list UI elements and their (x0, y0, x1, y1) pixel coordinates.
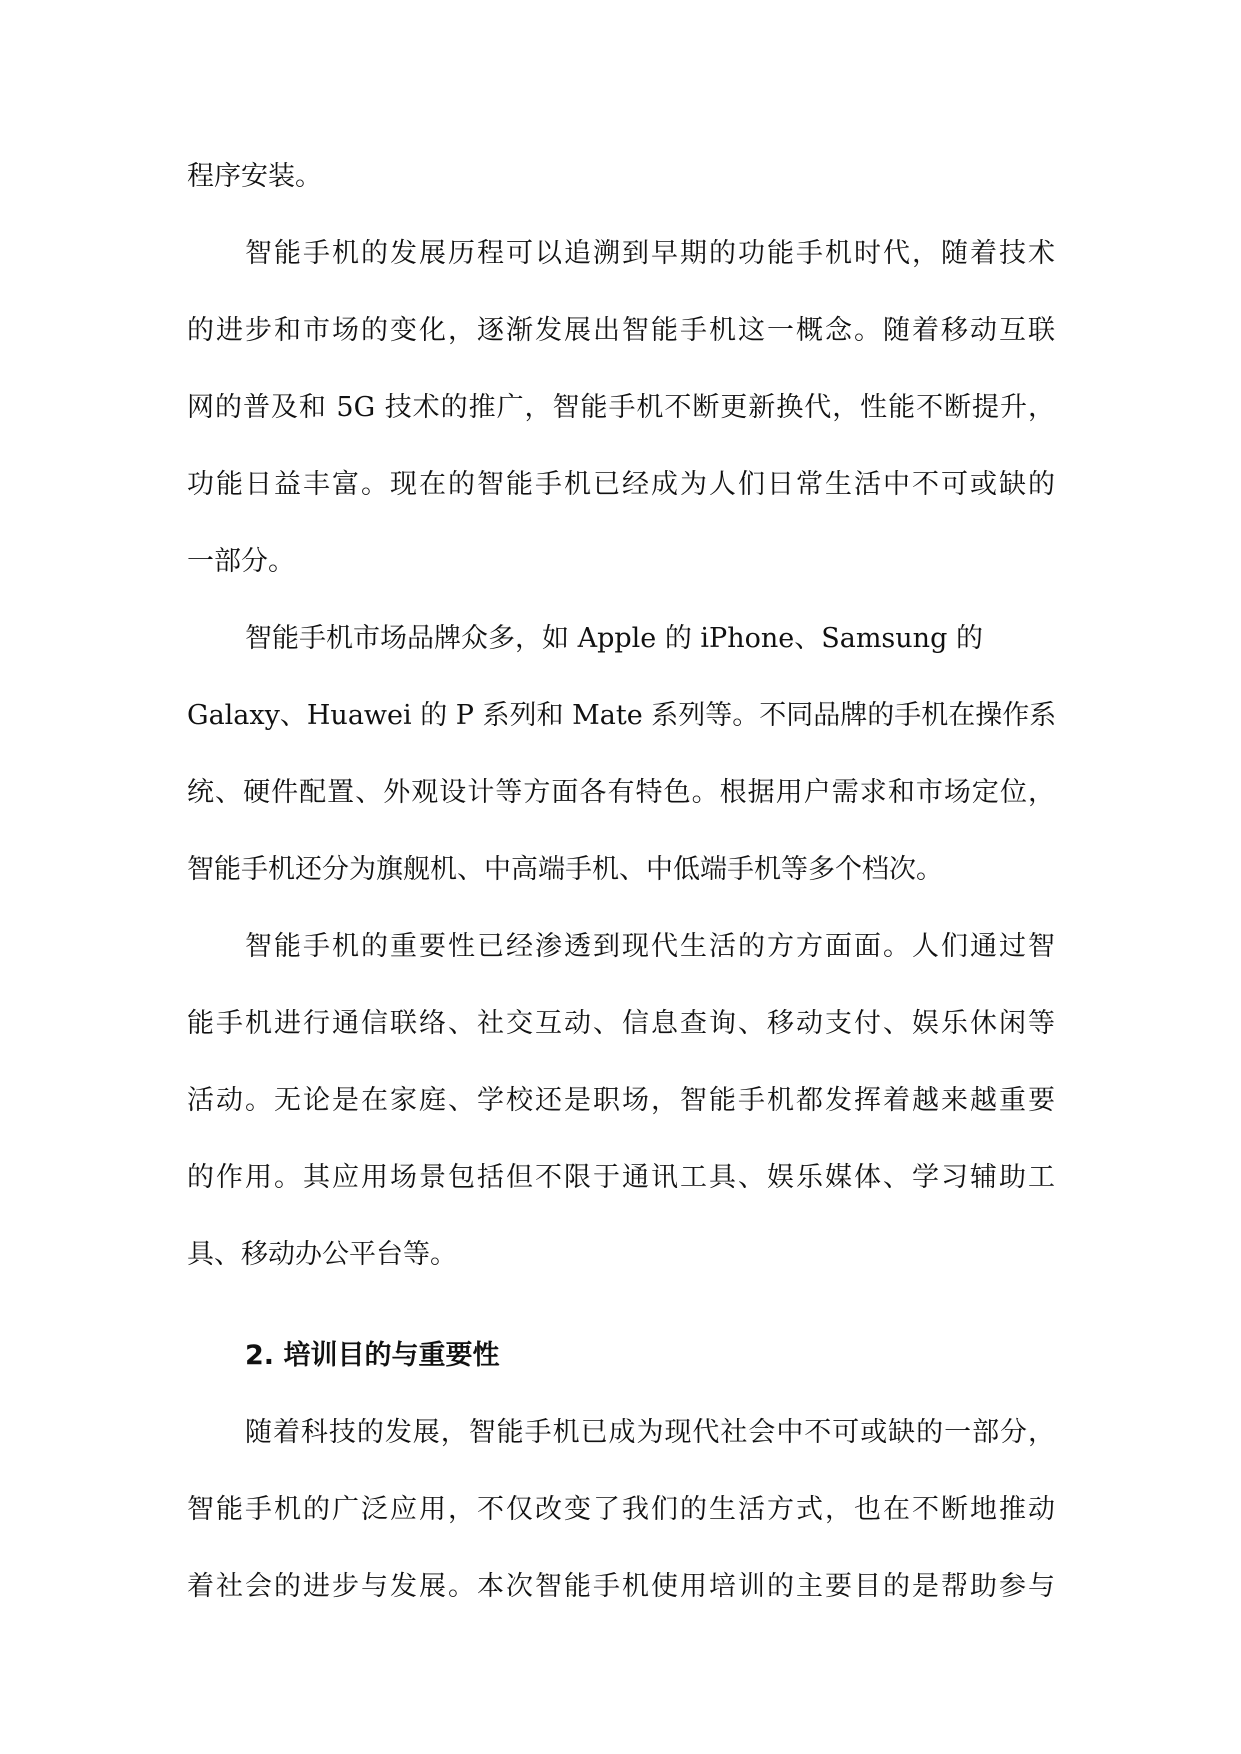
text-line: 网的普及和 5G 技术的推广，智能手机不断更新换代，性能不断提升， (187, 392, 1055, 423)
paragraph-first-line: 随着科技的发展，智能手机已成为现代社会中不可或缺的一部分， (245, 1417, 1055, 1448)
text-line: 统、硬件配置、外观设计等方面各有特色。根据用户需求和市场定位， (187, 777, 1055, 808)
text-line: 的作用。其应用场景包括但不限于通讯工具、娱乐媒体、学习辅助工 (187, 1162, 1055, 1193)
document-body (187, 138, 1055, 1625)
text-line: 具、移动办公平台等。 (187, 1239, 457, 1270)
section-heading: 2. 培训目的与重要性 (245, 1340, 500, 1371)
text-line: 智能手机还分为旗舰机、中高端手机、中低端手机等多个档次。 (187, 854, 943, 885)
text-line: Galaxy、Huawei 的 P 系列和 Mate 系列等。不同品牌的手机在操作系 (187, 700, 1057, 731)
text-line: 着社会的进步与发展。本次智能手机使用培训的主要目的是帮助参与 (187, 1571, 1055, 1602)
text-line: 智能手机的广泛应用，不仅改变了我们的生活方式，也在不断地推动 (187, 1494, 1055, 1525)
paragraph-first-line: 智能手机市场品牌众多，如 Apple 的 iPhone、Samsung 的 (245, 623, 983, 654)
paragraph-first-line: 智能手机的发展历程可以追溯到早期的功能手机时代，随着技术 (245, 238, 1055, 269)
text-line: 能手机进行通信联络、社交互动、信息查询、移动支付、娱乐休闲等 (187, 1008, 1055, 1039)
text-line: 活动。无论是在家庭、学校还是职场，智能手机都发挥着越来越重要 (187, 1085, 1055, 1116)
text-line: 功能日益丰富。现在的智能手机已经成为人们日常生活中不可或缺的 (187, 469, 1055, 500)
text-line: 的进步和市场的变化，逐渐发展出智能手机这一概念。随着移动互联 (187, 315, 1055, 346)
paragraph-first-line: 智能手机的重要性已经渗透到现代生活的方方面面。人们通过智 (245, 931, 1055, 962)
text-line: 程序安装。 (187, 161, 322, 192)
text-line: 一部分。 (187, 546, 295, 577)
